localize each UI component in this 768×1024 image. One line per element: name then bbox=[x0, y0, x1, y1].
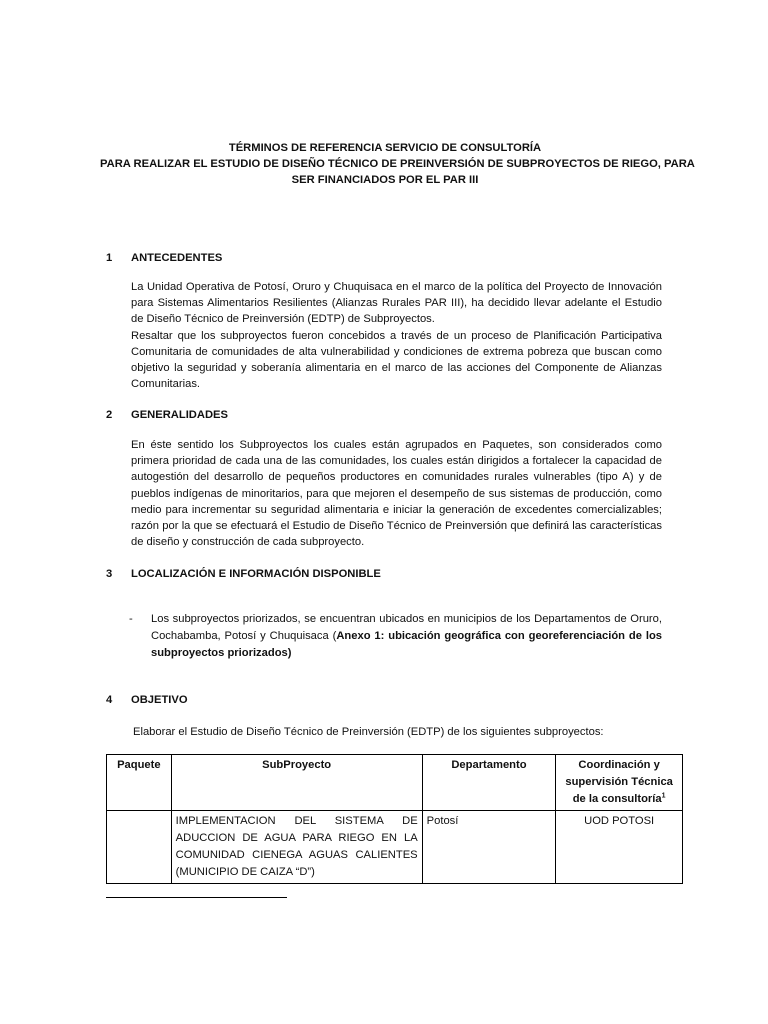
title-line-2: PARA REALIZAR EL ESTUDIO DE DISEÑO TÉCNICO DE PREINVERSIÓN DE SUBPROYECTOS DE RIEGO, PARA bbox=[100, 158, 695, 170]
header-coordinacion bbox=[556, 755, 683, 811]
paragraph-line: razón por la que se efectuará el Estudio de Diseño Técnico de Preinversión que definirá las características bbox=[131, 520, 662, 533]
section-title: OBJETIVO bbox=[131, 694, 188, 706]
title-line-3: SER FINANCIADOS POR EL PAR III bbox=[291, 174, 479, 186]
section-3-heading bbox=[106, 566, 381, 582]
title-line-1: TÉRMINOS DE REFERENCIA SERVICIO DE CONSULTORÍA bbox=[228, 142, 542, 154]
section-title: LOCALIZACIÓN E INFORMACIÓN DISPONIBLE bbox=[131, 568, 381, 580]
section-1-heading bbox=[106, 250, 222, 266]
cell-line: IMPLEMENTACION DEL SISTEMA DE bbox=[175, 815, 418, 827]
section-number: 4 bbox=[106, 694, 113, 706]
cell-departamento: Potosí bbox=[422, 811, 556, 884]
paragraph-line: Resaltar que los subproyectos fueron concebidos a través de un proceso de Planificación Participativa bbox=[131, 329, 662, 342]
cell-line: COMUNIDAD CIENEGA AGUAS CALIENTES bbox=[175, 849, 418, 861]
paragraph-line: de Diseño Técnico de Preinversión (EDTP) de Subproyectos. bbox=[131, 313, 435, 326]
section-number: 1 bbox=[106, 252, 113, 264]
section-1-paragraph bbox=[131, 279, 662, 392]
bullet-line bbox=[151, 628, 662, 645]
paragraph-line: Comunitarias. bbox=[131, 378, 201, 391]
objective-intro: Elaborar el Estudio de Diseño Técnico de Preinversión (EDTP) de los siguientes subproyectos: bbox=[133, 726, 604, 738]
section-title: GENERALIDADES bbox=[131, 409, 228, 421]
header-subproyecto: SubProyecto bbox=[171, 755, 422, 811]
section-2-heading bbox=[106, 407, 228, 423]
paragraph-line: pueblos indígenas de minoritarios, para que mejoren el desempeño de sus sistemas de producción, como bbox=[131, 487, 662, 500]
header-departamento: Departamento bbox=[422, 755, 556, 811]
paragraph-line: medio para incrementar su seguridad alimentaria e iniciar la generación de excedentes comercializables; bbox=[131, 503, 662, 516]
section-title: ANTECEDENTES bbox=[131, 252, 223, 264]
cell-coordinacion: UOD POTOSI bbox=[556, 811, 683, 884]
document-title bbox=[100, 140, 695, 188]
section-number: 3 bbox=[106, 568, 113, 580]
footnote-separator bbox=[106, 897, 287, 898]
subprojects-table bbox=[106, 754, 683, 884]
paragraph-line: autogestión del desarrollo de pequeños productores en comunidades rurales vulnerables (tipo A) y de bbox=[131, 471, 662, 484]
paragraph-line: para Sistemas Alimentarios Resilientes (Alianzas Rurales PAR III), ha decidido llevar adelante el Estudio bbox=[131, 297, 662, 310]
section-2-paragraph bbox=[131, 437, 662, 550]
annex-reference: Anexo 1: ubicación geográfica con georeferenciación de los bbox=[336, 630, 662, 642]
bullet-line: Los subproyectos priorizados, se encuentran ubicados en municipios de los Departamentos de Oruro, bbox=[151, 613, 662, 625]
cell-subproyecto bbox=[171, 811, 422, 884]
table-row bbox=[107, 811, 683, 884]
cell-paquete bbox=[107, 811, 172, 884]
paragraph-line: En éste sentido los Subproyectos los cuales están agrupados en Paquetes, son considerados como bbox=[131, 439, 662, 451]
header-paquete: Paquete bbox=[107, 755, 172, 811]
paragraph-line: objetivo la seguridad y soberanía alimentaria en el marco de las acciones del Componente de Alianzas bbox=[131, 362, 662, 375]
table-header-row bbox=[107, 755, 683, 811]
cell-line: ADUCCION DE AGUA PARA RIEGO EN LA bbox=[175, 832, 418, 844]
annex-reference-continued: subproyectos priorizados) bbox=[151, 647, 292, 659]
section-4-heading bbox=[106, 692, 188, 708]
section-number: 2 bbox=[106, 409, 113, 421]
bullet-text-plain: Cochabamba, Potosí y Chuquisaca ( bbox=[151, 630, 337, 642]
paragraph-line: La Unidad Operativa de Potosí, Oruro y Chuquisaca en el marco de la política del Proyecto de Innovación bbox=[131, 281, 662, 293]
bullet-marker: - bbox=[129, 613, 133, 625]
footnote-reference: 1 bbox=[661, 792, 666, 800]
paragraph-line: Comunitaria de comunidades de alta vulnerabilidad y condiciones de extrema pobreza que buscan como bbox=[131, 345, 662, 358]
header-coordinacion-text: Coordinación y supervisión Técnica de la consultoría bbox=[565, 759, 673, 805]
paragraph-line: primera prioridad de cada una de las comunidades, los cuales están dirigidos a fortalecer la capacidad de bbox=[131, 455, 662, 468]
cell-line: (MUNICIPIO DE CAIZA “D”) bbox=[175, 866, 315, 878]
paragraph-line: de diseño y construcción de cada subproyecto. bbox=[131, 536, 365, 549]
section-3-bullet bbox=[151, 611, 662, 662]
